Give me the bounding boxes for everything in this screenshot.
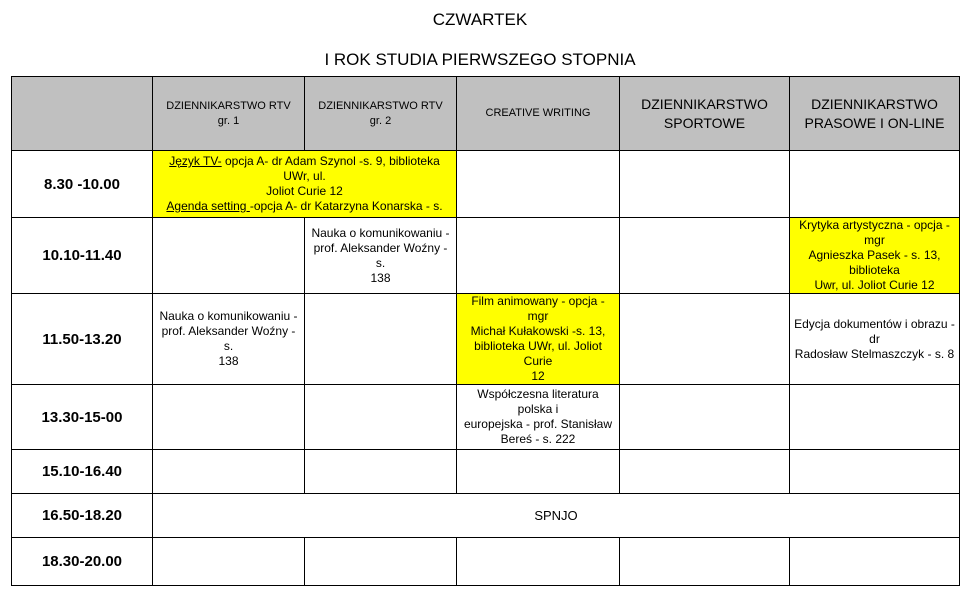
empty-cell: [457, 450, 620, 494]
class-line: Bereś - s. 222: [500, 432, 576, 446]
class-line: Michał Kułakowski -s. 13,: [470, 324, 606, 338]
class-cell-film-animowany: [457, 294, 620, 385]
header-line: PRASOWE I ON-LINE: [804, 114, 945, 131]
empty-cell: [457, 151, 620, 218]
class-line: [156, 199, 453, 214]
header-line: DZIENNIKARSTWO: [641, 95, 768, 112]
class-line-text: -opcja A- dr Katarzyna Konarska - s.: [249, 199, 443, 213]
class-cell-krytyka-artystyczna: [790, 218, 960, 294]
time-cell: 11.50-13.20: [12, 294, 153, 385]
empty-cell: [620, 294, 790, 385]
time-cell: 13.30-15-00: [12, 385, 153, 450]
header-prasowe: [790, 77, 960, 151]
course-link-text: Agenda setting: [166, 199, 250, 213]
class-line: Uwr, ul. Joliot Curie 12: [814, 278, 935, 292]
class-cell-nauka-komunikowaniu: [305, 218, 457, 294]
header-empty-cell: [12, 77, 153, 151]
empty-cell: [305, 538, 457, 586]
header-sportowe: [620, 77, 790, 151]
class-line-text: opcja A- dr Adam Szynol -s. 9, biblioteka UWr, ul.: [221, 154, 440, 183]
class-line: europejska - prof. Stanisław: [463, 417, 613, 431]
empty-cell: [305, 385, 457, 450]
course-link-text: Język TV-: [169, 154, 222, 168]
empty-cell: [153, 385, 305, 450]
class-cell-nauka-komunikowaniu: [153, 294, 305, 385]
class-line: 138: [218, 354, 239, 368]
class-line: Film animowany - opcja - mgr: [471, 294, 605, 323]
time-cell: 15.10-16.40: [12, 450, 153, 494]
table-row: [12, 450, 960, 494]
header-line: gr. 2: [369, 114, 392, 127]
class-line: Radosław Stelmaszczyk - s. 8: [794, 346, 955, 361]
class-line: biblioteka UWr, ul. Joliot Curie: [474, 339, 602, 368]
empty-cell: [153, 538, 305, 586]
class-cell-edycja-dokumentow: [790, 294, 960, 385]
header-rtv-gr1: [153, 77, 305, 151]
header-line: DZIENNIKARSTWO RTV: [318, 99, 443, 112]
class-line: prof. Aleksander Woźny - s.: [313, 240, 448, 270]
page-subtitle: I ROK STUDIA PIERWSZEGO STOPNIA: [324, 50, 636, 69]
class-line: [156, 154, 453, 184]
header-line: DZIENNIKARSTWO RTV: [166, 99, 291, 112]
empty-cell: [620, 151, 790, 218]
class-line: Współczesna literatura polska i: [477, 387, 599, 416]
empty-cell: [457, 538, 620, 586]
header-creative-writing: [457, 77, 620, 151]
empty-cell: [620, 450, 790, 494]
empty-cell: [620, 218, 790, 294]
class-cell-spnjo: SPNJO: [153, 494, 960, 538]
table-row: [12, 294, 960, 385]
class-line: Nauka o komunikowaniu -: [159, 309, 298, 323]
class-line: Agnieszka Pasek - s. 13, biblioteka: [808, 248, 941, 277]
header-line: gr. 1: [217, 114, 240, 127]
time-cell: 10.10-11.40: [12, 218, 153, 294]
class-line: 12: [531, 369, 545, 383]
empty-cell: [620, 538, 790, 586]
empty-cell: [305, 294, 457, 385]
empty-cell: [457, 218, 620, 294]
page-day-title: CZWARTEK: [432, 10, 528, 29]
empty-cell: [153, 218, 305, 294]
class-line: Joliot Curie 12: [266, 184, 343, 198]
table-row: [12, 218, 960, 294]
table-row: [12, 494, 960, 538]
header-line: SPORTOWE: [663, 114, 746, 131]
empty-cell: [790, 151, 960, 218]
empty-cell: [790, 538, 960, 586]
empty-cell: [620, 385, 790, 450]
empty-cell: [305, 450, 457, 494]
schedule-table: [11, 76, 960, 586]
class-line: prof. Aleksander Woźny - s.: [161, 324, 296, 353]
header-line: CREATIVE WRITING: [485, 107, 591, 119]
empty-cell: [790, 385, 960, 450]
empty-cell: [153, 450, 305, 494]
class-cell-jezyk-tv: [153, 151, 457, 218]
class-cell-wspolczesna-literatura: [457, 385, 620, 450]
empty-cell: [790, 450, 960, 494]
header-rtv-gr2: [305, 77, 457, 151]
time-cell: 18.30-20.00: [12, 538, 153, 586]
table-row: [12, 151, 960, 218]
class-line: 138: [370, 270, 391, 285]
class-line: Edycja dokumentów i obrazu - dr: [794, 316, 955, 346]
header-line: DZIENNIKARSTWO: [811, 95, 938, 112]
class-line: Krytyka artystyczna - opcja -mgr: [799, 218, 950, 247]
header-row: [12, 77, 960, 151]
time-cell: 16.50-18.20: [12, 494, 153, 538]
time-cell: 8.30 -10.00: [12, 151, 153, 218]
table-row: [12, 538, 960, 586]
class-line: Nauka o komunikowaniu -: [311, 225, 450, 240]
table-row: [12, 385, 960, 450]
